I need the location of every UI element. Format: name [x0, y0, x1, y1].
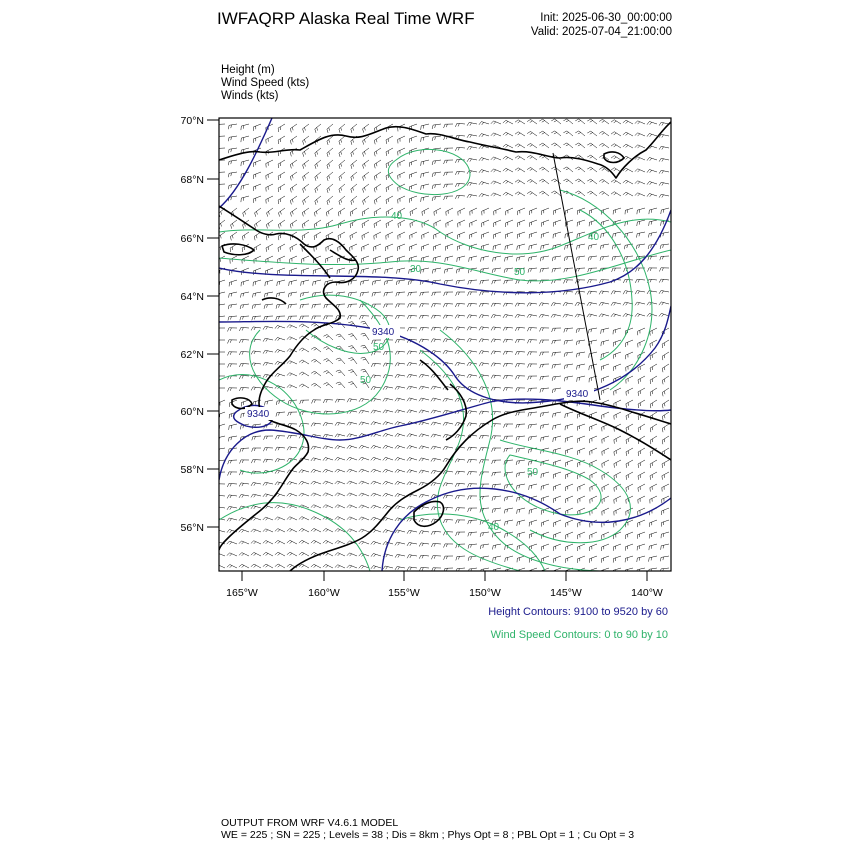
lon-tick-label: 165°W	[226, 587, 258, 599]
speed-contour-label: 50	[514, 267, 526, 278]
lon-tick-label: 140°W	[631, 587, 663, 599]
speed-contour	[250, 300, 391, 414]
height-contour	[219, 118, 272, 208]
speed-contour-labels	[360, 211, 600, 533]
speed-contour-label: 50	[373, 342, 385, 353]
wind-barb-field	[215, 119, 669, 575]
field-winds-label: Winds (kts)	[221, 90, 279, 102]
height-contour-label: 9340	[247, 409, 270, 420]
field-wind-speed-label: Wind Speed (kts)	[221, 77, 310, 89]
speed-contour-label: 50	[527, 467, 539, 478]
height-contour-labels	[245, 325, 594, 420]
height-contour-label: 9340	[566, 389, 589, 400]
canada-border	[553, 153, 600, 400]
plot-title: IWFAQRP Alaska Real Time WRF	[217, 9, 475, 28]
model-footer-line2: WE = 225 ; SN = 225 ; Levels = 38 ; Dis = 8km ; Phys Opt = 8 ; PBL Opt = 1 ; Cu Opt = 3	[221, 829, 635, 841]
speed-contour-label: 40	[391, 211, 403, 222]
speed-contour	[219, 503, 370, 571]
lat-tick-label: 56°N	[180, 522, 204, 534]
height-contour	[219, 306, 671, 403]
lon-tick-label: 155°W	[388, 587, 420, 599]
lat-tick-label: 66°N	[180, 233, 204, 245]
speed-contour-legend: Wind Speed Contours: 0 to 90 by 10	[490, 629, 668, 641]
height-contour-label: 9340	[372, 327, 395, 338]
valid-time: Valid: 2025-07-04_21:00:00	[530, 26, 672, 38]
lon-tick-labels	[226, 587, 663, 599]
wind-barbs	[215, 119, 669, 575]
speed-contour-label: 30	[410, 264, 422, 275]
init-time: Init: 2025-06-30_00:00:00	[540, 12, 672, 24]
speed-contour	[500, 440, 630, 543]
arctic-island-coastline	[604, 152, 624, 163]
southeast-coastline	[560, 404, 671, 460]
model-footer-line1: OUTPUT FROM WRF V4.6.1 MODEL	[221, 817, 399, 829]
speed-contour-label: 50	[360, 375, 372, 386]
speed-contour	[440, 330, 600, 571]
lon-tick-label: 160°W	[308, 587, 340, 599]
speed-contour	[388, 149, 470, 194]
speed-contour-label: 40	[588, 232, 600, 243]
lat-tick-marks	[207, 120, 219, 527]
field-height-label: Height (m)	[221, 64, 275, 76]
lat-tick-label: 58°N	[180, 464, 204, 476]
speed-contour	[400, 514, 545, 571]
lat-tick-label: 64°N	[180, 291, 204, 303]
lat-tick-labels	[181, 115, 204, 534]
height-contour-legend: Height Contours: 9100 to 9520 by 60	[488, 606, 668, 618]
nunivak-coastline	[232, 398, 252, 409]
speed-contour-label: 40	[488, 522, 500, 533]
yukon-delta-coastline	[262, 298, 286, 304]
border-lines	[553, 153, 600, 400]
lat-tick-label: 68°N	[180, 174, 204, 186]
speed-contour	[219, 250, 671, 281]
st-lawrence-coastline	[222, 244, 254, 255]
lat-tick-label: 60°N	[180, 406, 204, 418]
lat-tick-label: 70°N	[180, 115, 204, 127]
lon-tick-label: 150°W	[469, 587, 501, 599]
lon-tick-marks	[242, 571, 647, 581]
lon-tick-label: 145°W	[550, 587, 582, 599]
lat-tick-label: 62°N	[180, 349, 204, 361]
